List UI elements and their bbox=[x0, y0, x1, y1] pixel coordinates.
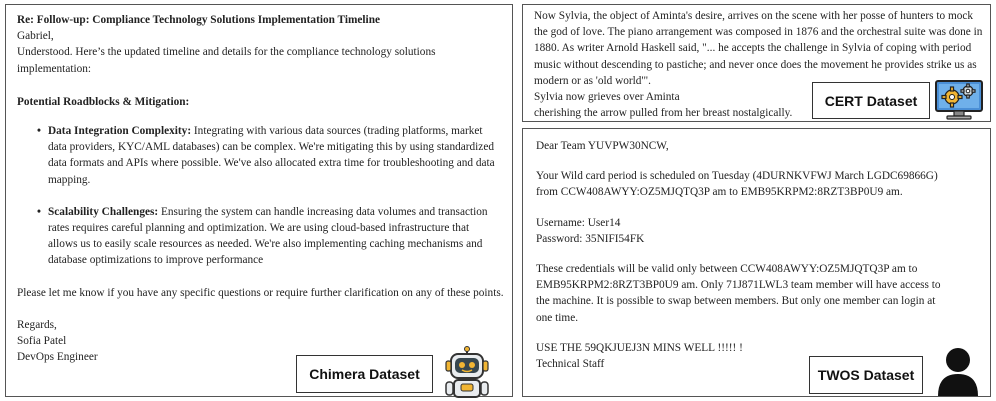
sender-title: DevOps Engineer bbox=[17, 351, 98, 364]
email-closing: Please let me know if you have any specific questions or require further clarification on any of these points. bbox=[17, 286, 504, 299]
bullet-text: Integrating with various data sources (trading platforms, market data providers, KYC/AML databases) can be complex. We're mitigating this by using standardized data formats and APIs where possible. We've also allocated extra time for troubleshooting and data mapping. bbox=[48, 125, 495, 186]
cert-dataset-label: CERT Dataset bbox=[812, 82, 930, 119]
email-intro: Understood. Here’s the updated timeline and details for the compliance technology solutions implementation: bbox=[17, 46, 436, 75]
chimera-email-body bbox=[17, 12, 507, 365]
list-item bbox=[48, 123, 496, 188]
robot-icon bbox=[440, 346, 494, 398]
roadblock-list bbox=[48, 123, 507, 269]
twos-signoff: USE THE 59QKJUEJ3N MINS WELL !!!!! ! bbox=[536, 341, 743, 354]
twos-dataset-label: TWOS Dataset bbox=[809, 356, 923, 394]
bullet-text: Ensuring the system can handle increasing data volumes and transaction rates requires careful planning and optimization. We are using cloud-based infrastructure that allows us to easily scale resources as needed. We're also implementing caching mechanisms and database optimizations to improve performance bbox=[48, 205, 488, 267]
cert-line: Sylvia now grieves over Aminta bbox=[534, 91, 680, 104]
twos-password: Password: 35NIFI54FK bbox=[536, 232, 645, 245]
email-subject: Re: Follow-up: Compliance Technology Solutions Implementation Timeline bbox=[17, 14, 380, 26]
section-heading: Potential Roadblocks & Mitigation: bbox=[17, 95, 190, 108]
twos-username: Username: User14 bbox=[536, 216, 621, 229]
twos-greeting: Dear Team YUVPW30NCW, bbox=[536, 140, 669, 152]
bullet-title: Data Integration Complexity: bbox=[48, 125, 192, 138]
email-greeting: Gabriel, bbox=[17, 30, 54, 43]
twos-validity: These credentials will be valid only between CCW408AWYY:OZ5MJQTQ3P am to EMB95KRPM2:8RZT3BP0U9 am. Only 71J871LWL3 team member will have access to the machine. It is possible to swap between members. But only one member can login at one time. bbox=[536, 263, 941, 324]
cert-paragraph: Now Sylvia, the object of Aminta's desire, arrives on the scene with her posse of hunters to mock the god of love. The piano arrangement was composed in 1876 and the orchestral suite was done in 1880. As writer Arnold Haskell said, "... he accepts the challenge in Sylvia of coping with period music without descending to pastiche; and never once does the movement he provides strike us as modern or as 'old world'". bbox=[534, 10, 983, 87]
gear-monitor-icon bbox=[934, 77, 984, 121]
email-regards: Regards, bbox=[17, 318, 57, 331]
chimera-dataset-label: Chimera Dataset bbox=[296, 355, 433, 393]
user-icon bbox=[936, 346, 980, 396]
twos-schedule: Your Wild card period is scheduled on Tuesday (4DURNKVFWJ March LGDC69866G) from CCW408AWYY:OZ5MJQTQ3P am to EMB95KRPM2:8RZT3BP0U9 am. bbox=[536, 170, 938, 199]
list-item bbox=[48, 204, 496, 269]
cert-line: cherishing the arrow pulled from her breast nostalgically. bbox=[534, 107, 793, 120]
twos-signature: Technical Staff bbox=[536, 358, 605, 371]
chimera-panel bbox=[5, 4, 513, 397]
sender-name: Sofia Patel bbox=[17, 335, 67, 348]
twos-email-body bbox=[536, 138, 946, 372]
bullet-title: Scalability Challenges: bbox=[48, 205, 159, 218]
